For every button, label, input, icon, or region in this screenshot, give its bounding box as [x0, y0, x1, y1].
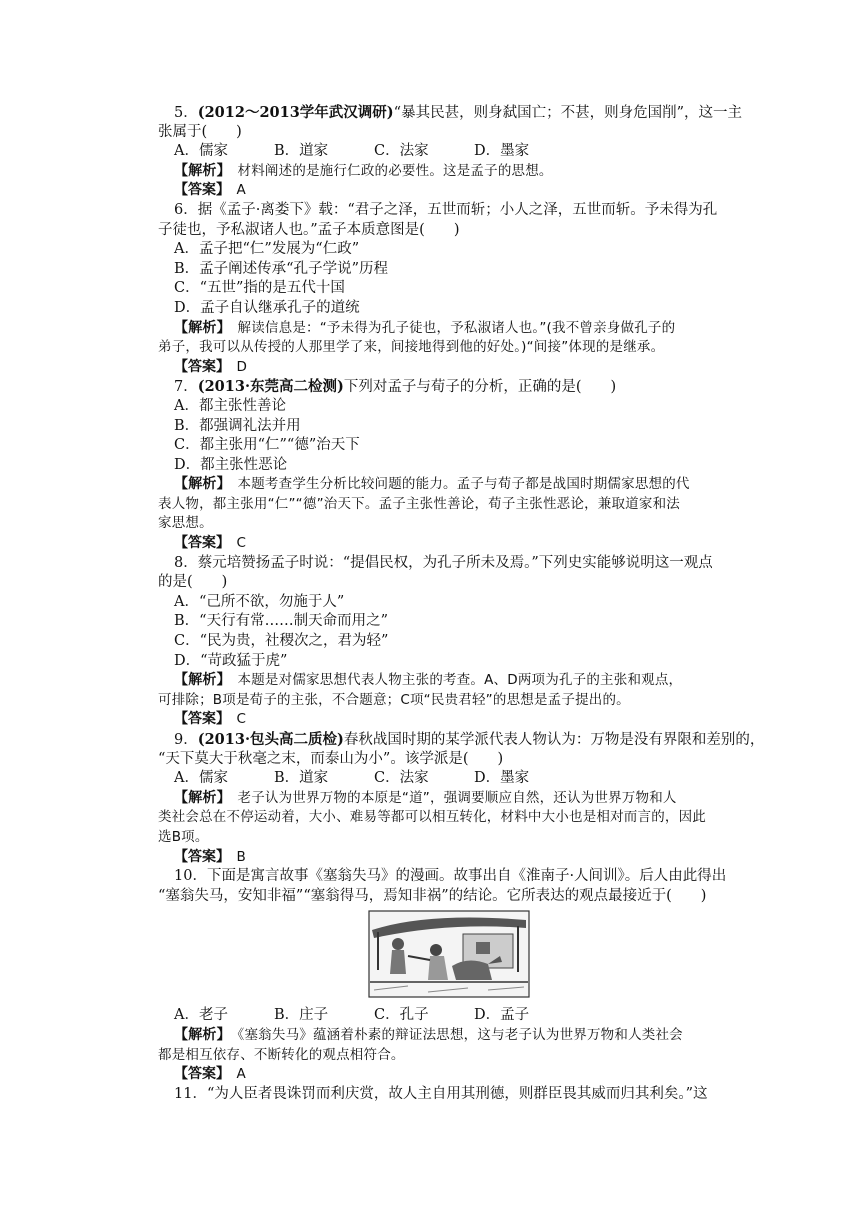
q8-answer: 【答案】 C	[174, 711, 246, 728]
q8-option-d: D．“苛政猛于虎”	[174, 652, 288, 669]
q9-options	[158, 769, 738, 789]
q10-option-d: D．孟子	[474, 1007, 530, 1024]
q9-option-c: C．法家	[374, 770, 429, 787]
q10-stem-cont: “塞翁失马，安知非福”“塞翁得马，焉知非祸”的结论。它所表达的观点最接近于( )	[158, 887, 707, 904]
q7-option-c: C．都主张用“仁”“德”治天下	[174, 437, 360, 454]
q6-stem-cont: 子徒也，予私淑诸人也。”孟子本质意图是( )	[158, 221, 460, 238]
q6-analysis: 【解析】 解读信息是：“予未得为孔子徒也，予私淑诸人也。”(我不曾亲身做孔子的	[174, 319, 676, 336]
question-list	[158, 103, 765, 1104]
q8-stem-cont: 的是( )	[158, 574, 228, 591]
q8-stem: 8．蔡元培赞扬孟子时说：“提倡民权，为孔子所未及焉。”下列史实能够说明这一观点	[174, 554, 713, 571]
q6-stem: 6．据《孟子·离娄下》载：“君子之泽，五世而斩；小人之泽，五世而斩。予未得为孔	[174, 201, 718, 218]
q6-answer: 【答案】 D	[174, 358, 247, 375]
q9-stem-cont: “天下莫大于秋毫之末，而泰山为小”。该学派是( )	[158, 750, 504, 767]
q7-analysis: 【解析】 本题考查学生分析比较问题的能力。孟子与荀子都是战国时期儒家思想的代	[174, 476, 690, 493]
q7-option-d: D．都主张性恶论	[174, 456, 288, 473]
q10-options	[158, 1006, 738, 1026]
q7-option-b: B．都强调礼法并用	[174, 417, 301, 434]
q9-analysis-cont: 类社会总在不停运动着，大小、难易等都可以相互转化，材料中大小也是相对而言的，因此	[158, 809, 706, 826]
q7-analysis-cont: 家思想。	[158, 515, 213, 532]
q10-option-b: B．庄子	[274, 1007, 329, 1024]
q8-option-b: B．“天行有常……制天命而用之”	[174, 613, 388, 630]
q9-analysis-cont: 选B项。	[158, 828, 209, 845]
q10-option-a: A．老子	[174, 1007, 228, 1024]
q5-stem-cont: 张属于( )	[158, 123, 242, 140]
q7-option-a: A．都主张性善论	[174, 397, 286, 414]
q7-analysis-cont: 表人物，都主张用“仁”“德”治天下。孟子主张性善论，荀子主张性恶论，兼取道家和法	[158, 495, 680, 512]
q5-options	[158, 142, 738, 162]
q6-option-c: C．“五世”指的是五代十国	[174, 280, 345, 297]
q6-option-b: B．孟子阐述传承“孔子学说”历程	[174, 260, 388, 277]
q5-analysis: 【解析】 材料阐述的是施行仁政的必要性。这是孟子的思想。	[174, 162, 553, 179]
q8-analysis: 【解析】 本题是对儒家思想代表人物主张的考查。A、D两项为孔子的主张和观点，	[174, 672, 683, 689]
q5-option-a: A．儒家	[174, 143, 228, 160]
q6-option-a: A．孟子把“仁”发展为“仁政”	[174, 241, 360, 258]
q10-answer: 【答案】 A	[174, 1066, 246, 1083]
q9-option-a: A．儒家	[174, 770, 228, 787]
q5-option-b: B．道家	[274, 143, 329, 160]
q11-stem: 11．“为人臣者畏诛罚而利庆赏，故人主自用其刑德，则群臣畏其威而归其利矣。”这	[174, 1085, 708, 1102]
q10-analysis-cont: 都是相互依存、不断转化的观点相符合。	[158, 1046, 405, 1063]
q7-stem: 7．(2013·东莞高二检测)下列对孟子与荀子的分析，正确的是( )	[174, 378, 617, 396]
q7-answer: 【答案】 C	[174, 535, 246, 552]
q10-stem: 10．下面是寓言故事《塞翁失马》的漫画。故事出自《淮南子·人间训》。后人由此得出	[174, 868, 727, 885]
saiweng-cartoon-illustration	[368, 910, 530, 998]
q9-answer: 【答案】 B	[174, 848, 246, 865]
q6-analysis-cont: 弟子，我可以从传授的人那里学了来，间接地得到他的好处。)“间接”体现的是继承。	[158, 339, 665, 356]
q5-option-d: D．墨家	[474, 143, 530, 160]
q5-option-c: C．法家	[374, 143, 429, 160]
q5-answer: 【答案】 A	[174, 182, 246, 199]
q6-option-d: D．孟子自认继承孔子的道统	[174, 299, 360, 316]
q9-option-d: D．墨家	[474, 770, 530, 787]
q9-stem: 9．(2013·包头高二质检)春秋战国时期的某学派代表人物认为：万物是没有界限和差别的，	[174, 731, 765, 748]
q9-analysis: 【解析】 老子认为世界万物的本原是“道”，强调要顺应自然，还认为世界万物和人	[174, 789, 677, 806]
q5-stem: 5．(2012～2013学年武汉调研)“暴其民甚，则身弑国亡；不甚，则身危国削”，这一主	[174, 104, 742, 121]
q10-analysis: 【解析】 《塞翁失马》蕴涵着朴素的辩证法思想，这与老子认为世界万物和人类社会	[174, 1026, 683, 1043]
q9-option-b: B．道家	[274, 770, 329, 787]
q8-analysis-cont: 可排除；B项是荀子的主张，不合题意；C项“民贵君轻”的思想是孟子提出的。	[158, 691, 630, 708]
q10-option-c: C．孔子	[374, 1007, 429, 1024]
q8-option-c: C．“民为贵，社稷次之，君为轻”	[174, 633, 389, 650]
q8-option-a: A．“己所不欲，勿施于人”	[174, 593, 345, 610]
